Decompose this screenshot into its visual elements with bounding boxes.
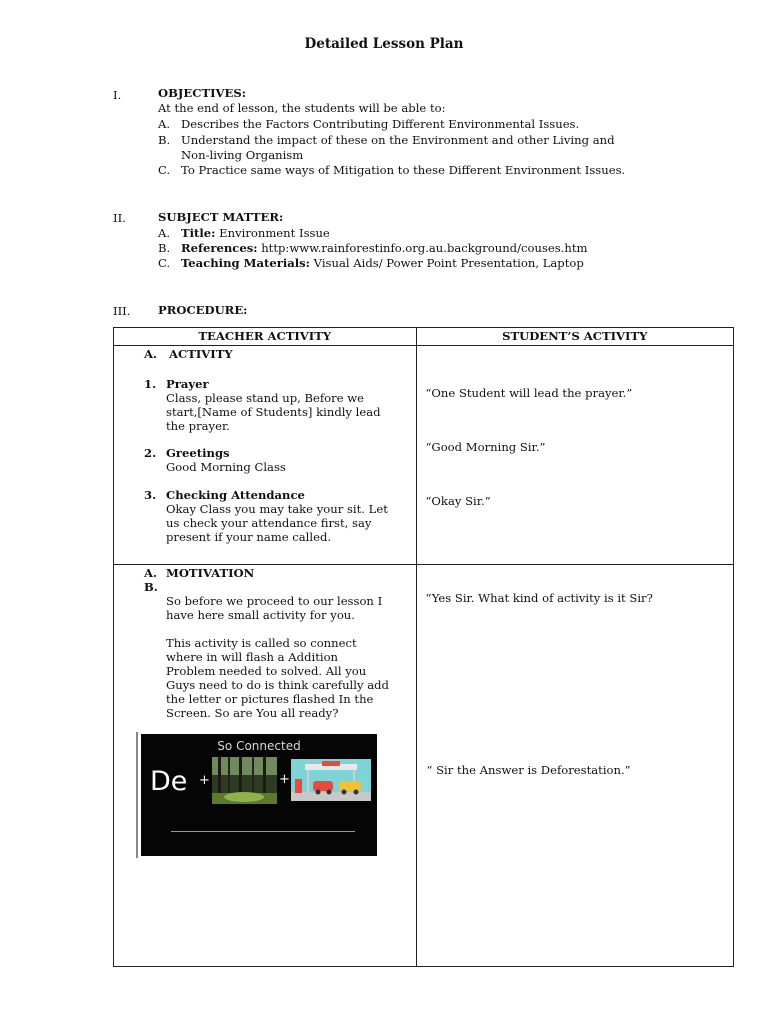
step-number: 1. (144, 377, 157, 391)
step-title: Prayer (166, 377, 209, 391)
student-response: “Yes Sir. What kind of activity is it Sir? (425, 591, 653, 605)
procedure-table (113, 327, 734, 967)
teacher-activity-header: TEACHER ACTIVITY (114, 328, 417, 346)
objective-item-continued: Non-living Organism (181, 148, 304, 162)
motivation-text: Screen. So are You all ready? (166, 706, 339, 720)
objective-item: Understand the impact of these on the Environment and other Living and (181, 133, 615, 147)
subject-label: Title: (181, 226, 216, 240)
gas-station-icon (291, 759, 371, 801)
motivation-text: So before we proceed to our lesson I (166, 594, 383, 608)
objective-item: Describes the Factors Contributing Different Environmental Issues. (181, 117, 580, 131)
activity-letter: A. (144, 347, 158, 361)
step-text: Good Morning Class (166, 460, 286, 474)
activity-heading: ACTIVITY (169, 347, 233, 361)
motivation-text: This activity is called so connect (166, 636, 357, 650)
student-response: “Okay Sir.” (425, 494, 491, 508)
subject-item-references (181, 241, 588, 256)
table-header-row (114, 328, 734, 346)
objectives-numeral: I. (113, 88, 122, 102)
step-number: 2. (144, 446, 157, 460)
subject-label: Teaching Materials: (181, 256, 310, 270)
motivation-text: Problem needed to solved. All you (166, 664, 367, 678)
step-text: start,[Name of Students] kindly lead (166, 405, 381, 419)
step-title: Checking Attendance (166, 488, 305, 502)
activity-teacher-cell (114, 346, 417, 565)
procedure-heading: PROCEDURE: (158, 303, 248, 317)
student-response: “ Sir the Answer is Deforestation.” (426, 763, 631, 777)
student-activity-header: STUDENT’S ACTIVITY (416, 328, 734, 346)
table-row (114, 565, 734, 967)
subject-letter: A. (158, 226, 171, 240)
objectives-heading: OBJECTIVES: (158, 86, 246, 100)
subject-letter: B. (158, 241, 171, 255)
plus-sign: + (199, 773, 210, 788)
motivation-letter: A. (144, 566, 158, 580)
motivation-text: where in will flash a Addition (166, 650, 339, 664)
step-text: the prayer. (166, 419, 230, 433)
subject-item-materials (181, 256, 584, 271)
procedure-numeral: III. (113, 304, 131, 318)
subject-numeral: II. (113, 211, 126, 225)
step-text: Class, please stand up, Before we (166, 391, 365, 405)
plus-sign: + (279, 772, 290, 787)
forest-photo-icon (212, 757, 277, 804)
subject-value: http:www.rainforestinfo.org.au.background/couses.htm (261, 241, 588, 255)
student-response: “One Student will lead the prayer.” (425, 386, 633, 400)
step-text: us check your attendance first, say (166, 516, 372, 530)
table-row (114, 346, 734, 565)
objective-letter: C. (158, 163, 171, 177)
slide-side-bar (136, 732, 138, 858)
slide-prefix: De (150, 766, 188, 797)
subject-heading: SUBJECT MATTER: (158, 210, 284, 224)
motivation-text: have here small activity for you. (166, 608, 355, 622)
subject-letter: C. (158, 256, 171, 270)
motivation-student-cell (416, 565, 734, 967)
subject-value: Visual Aids/ Power Point Presentation, Laptop (313, 256, 584, 270)
step-text: present if your name called. (166, 530, 332, 544)
answer-blank-line (171, 831, 355, 832)
motivation-text: Guys need to do is think carefully add (166, 678, 389, 692)
motivation-letter: B. (144, 580, 158, 594)
student-response: “Good Morning Sir.” (425, 440, 546, 454)
document-title: Detailed Lesson Plan (304, 36, 464, 52)
subject-item-title (181, 226, 330, 241)
subject-value: Environment Issue (219, 226, 330, 240)
step-text: Okay Class you may take your sit. Let (166, 502, 388, 516)
step-number: 3. (144, 488, 157, 502)
step-title: Greetings (166, 446, 230, 460)
motivation-heading: MOTIVATION (166, 566, 255, 580)
slide-title: So Connected (217, 739, 301, 753)
subject-label: References: (181, 241, 258, 255)
so-connected-slide (141, 734, 377, 856)
motivation-text: the letter or pictures flashed In the (166, 692, 374, 706)
motivation-teacher-cell (114, 565, 417, 967)
objective-item: To Practice same ways of Mitigation to these Different Environment Issues. (181, 163, 626, 177)
activity-student-cell (416, 346, 734, 565)
objective-letter: B. (158, 133, 171, 147)
objectives-intro: At the end of lesson, the students will be able to: (158, 101, 446, 115)
objective-letter: A. (158, 117, 171, 131)
